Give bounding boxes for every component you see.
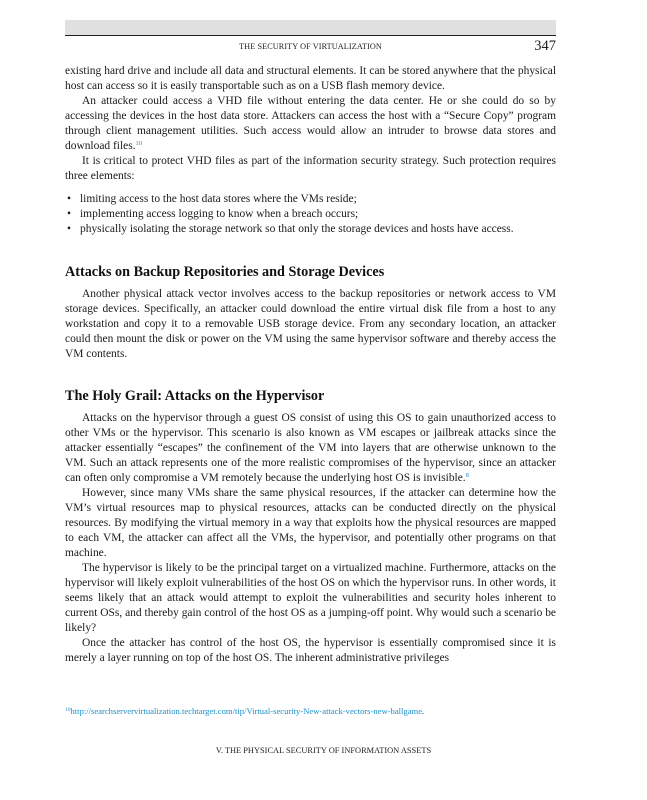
footnote-mark: 10 — [65, 707, 71, 713]
page-number: 347 — [534, 38, 556, 54]
paragraph-hypervisor-1 — [65, 411, 556, 486]
paragraph-text: Attacks on the hypervisor through a guest OS consist of using this OS to gain unauthorized access to other VMs or the hypervisor. This scenario is also known as VM escapes or jailbreak attacks since the attacker essentially “escapes” the confinement of the VM into layers that are otherwise unknown to the VM. Such an attack represents one of the more realistic compromises of the hypervisor, since an attacker can often only compromise a VM remotely because the underlying host OS is invisible. — [65, 412, 556, 484]
page-content — [65, 64, 556, 666]
bullet-icon: • — [67, 208, 72, 220]
list-item — [65, 222, 556, 237]
list-item-text: limiting access to the host data stores where the VMs reside; — [80, 193, 357, 205]
footnote-period: . — [422, 706, 425, 716]
paragraph-protect-vhd: It is critical to protect VHD files as part of the information security strategy. Such protection requires three elements: — [65, 155, 556, 182]
paragraph-hypervisor-3: The hypervisor is likely to be the principal target on a virtualized machine. Furthermore, attacks on the hypervisor will likely exploit vulnerabilities of the host OS on which the hypervisor runs. In other words, it seems likely that an attack would attempt to exploit the vulnerabilities and security holes inherent to current OSs, and thereby gain control of the host OS as a jumping-off point. Why would such a scenario be likely? — [65, 562, 556, 634]
section-heading-hypervisor: The Holy Grail: Attacks on the Hypervisor — [65, 388, 325, 404]
section-heading-backup: Attacks on Backup Repositories and Storage Devices — [65, 264, 385, 280]
running-head — [65, 40, 556, 54]
paragraph-hypervisor-2: However, since many VMs share the same physical resources, if the attacker can determine how the VM’s virtual resources map to physical resources, attacks can be conducted directly on the physical resources. By modifying the virtual memory in a way that exploits how the physical resources are mapped to each VM, the attacker can affect all the VMs, the hypervisor, and potentially other programs on that machine. — [65, 487, 556, 559]
page-footer: V. THE PHYSICAL SECURITY OF INFORMATION ASSETS — [215, 746, 432, 755]
footnote-link[interactable]: http://searchservervirtualization.techtarget.com/tip/Virtual-security-New-attack-vectors-new-ballgame — [70, 706, 423, 716]
running-title: THE SECURITY OF VIRTUALIZATION — [239, 42, 382, 51]
paragraph-backup: Another physical attack vector involves access to the backup repositories or network access to VM storage devices. Specifically, an attacker could download the entire virtual disk file from a host to any workstation and copy it to a removable USB storage device. From any secondary location, an attacker could then mount the disk or power on the VM using the same hypervisor software and thereby access the VM contents. — [65, 288, 556, 360]
paragraph-vhd-access — [65, 94, 556, 154]
bullet-icon: • — [67, 193, 72, 205]
footnote — [65, 706, 424, 716]
paragraph-hypervisor-4: Once the attacker has control of the host OS, the hypervisor is essentially compromised since it is merely a layer running on top of the host OS. The inherent administrative privileges — [65, 637, 556, 664]
list-item — [65, 207, 556, 222]
header-band — [65, 20, 556, 36]
footnote-ref-8[interactable]: 8 — [465, 472, 469, 479]
paragraph-continued: existing hard drive and include all data and structural elements. It can be stored anywhere that the physical host can access so it is easily transportable such as on a USB flash memory device. — [65, 65, 556, 92]
footnote-ref-10[interactable]: 10 — [135, 140, 143, 147]
paragraph-text: An attacker could access a VHD file without entering the data center. He or she could do so by accessing the devices in the host data store. Attackers can access the host with a “Secure Copy” program through client management utilities. Such access would allow an intruder to browse data stores and download files. — [65, 95, 556, 152]
list-item-text: physically isolating the storage network so that only the storage devices and hosts have access. — [80, 223, 514, 235]
bullet-list — [65, 192, 556, 237]
list-item-text: implementing access logging to know when a breach occurs; — [80, 208, 359, 220]
bullet-icon: • — [67, 223, 72, 235]
list-item — [65, 192, 556, 207]
